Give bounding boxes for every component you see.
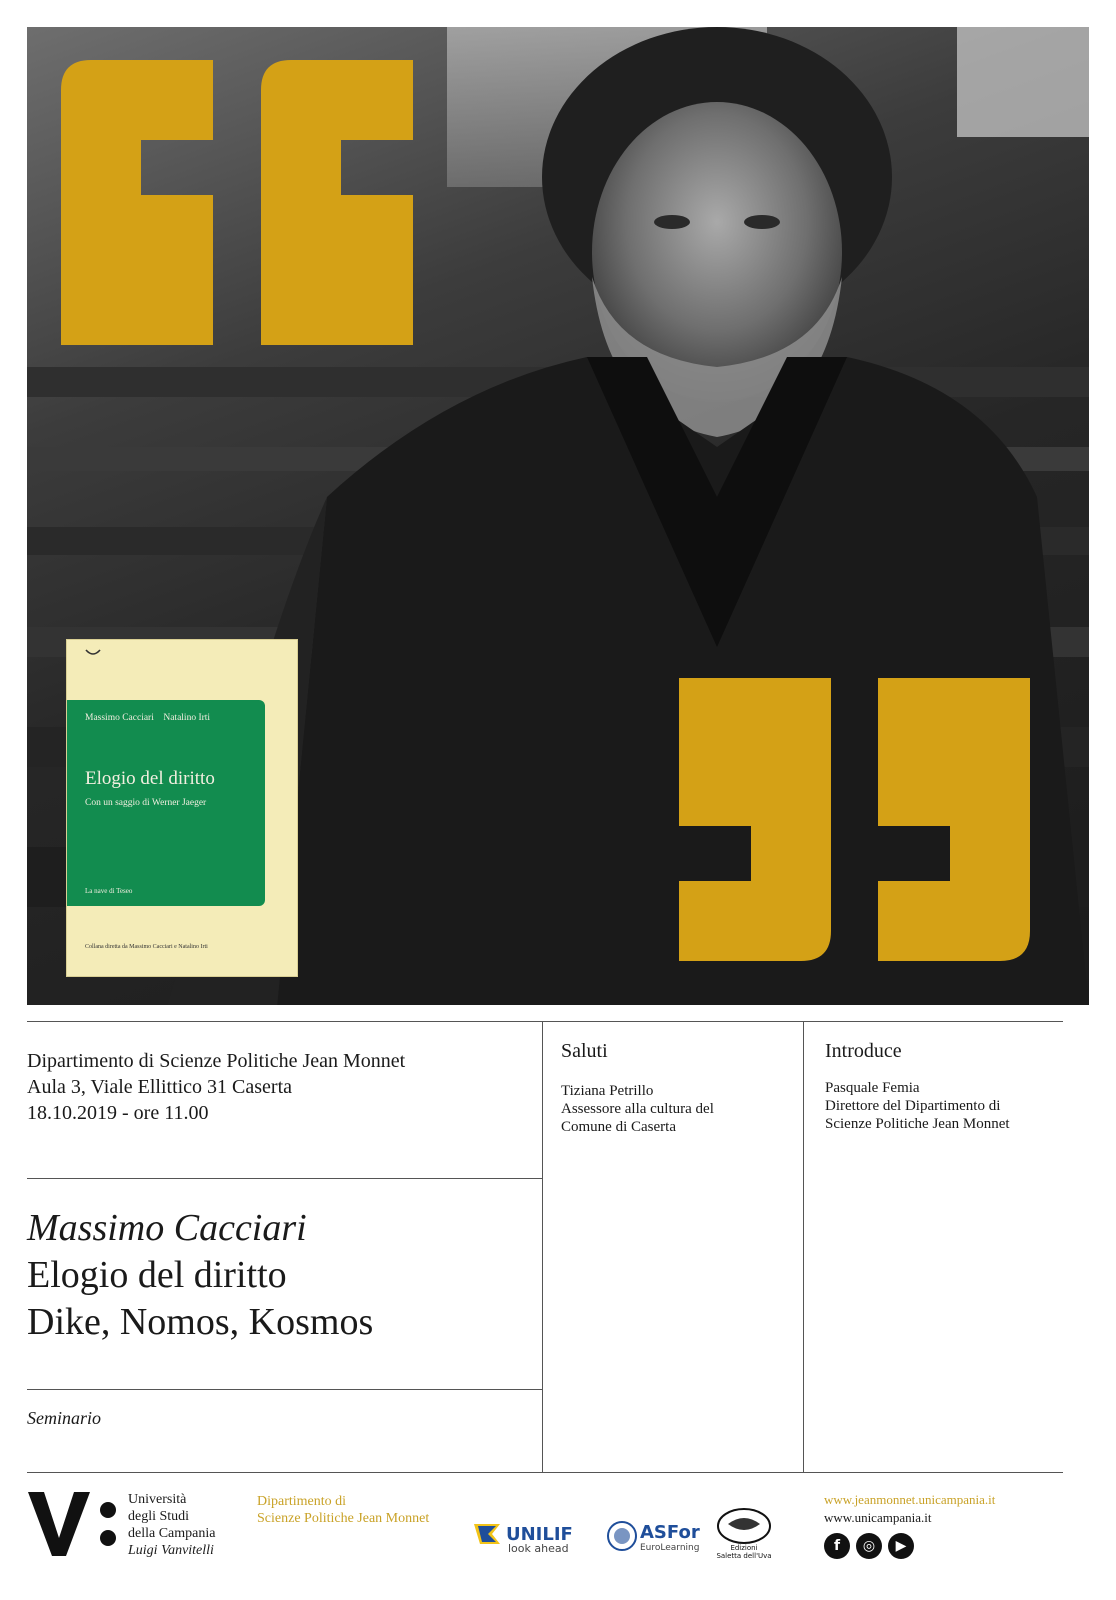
unilif-name: UNILIF <box>506 1524 573 1545</box>
divider-col2 <box>803 1021 804 1472</box>
saluti-role-line2: Comune di Caserta <box>561 1119 676 1135</box>
saluti-details <box>561 1082 714 1136</box>
saletta-line1: Edizioni <box>730 1544 758 1552</box>
book-cover <box>67 640 297 976</box>
introduce-role-line1: Direttore del Dipartimento di <box>825 1098 1001 1114</box>
university-name <box>128 1491 215 1559</box>
divider-lower <box>27 1389 542 1390</box>
venue-department: Dipartimento di Scienze Politiche Jean Monnet <box>27 1050 406 1072</box>
introduce-heading: Introduce <box>825 1040 902 1062</box>
book-series: La nave di Teseo <box>85 887 133 895</box>
university-logo-icon <box>28 1492 120 1556</box>
introduce-name: Pasquale Femia <box>825 1080 920 1096</box>
asfor-logo <box>606 1520 706 1556</box>
divider-col1 <box>542 1021 543 1472</box>
saluti-heading: Saluti <box>561 1040 608 1062</box>
speaker-name: Massimo Cacciari <box>27 1207 307 1249</box>
introduce-role-line2: Scienze Politiche Jean Monnet <box>825 1116 1010 1132</box>
book-footer: Collana diretta da Massimo Cacciari e Natalino Irti <box>85 944 208 950</box>
saluti-name: Tiziana Petrillo <box>561 1083 654 1099</box>
venue-address: Aula 3, Viale Ellittico 31 Caserta <box>27 1076 293 1098</box>
close-quote-mark <box>679 678 1032 961</box>
asfor-name: ASFor <box>640 1522 700 1543</box>
website-unicampania-link[interactable]: www.unicampania.it <box>824 1510 932 1525</box>
book-authors: Massimo Cacciari Natalino Irti <box>85 713 211 723</box>
unilif-logo <box>474 1522 586 1554</box>
book-subtitle: Con un saggio di Werner Jaeger <box>85 798 207 808</box>
venue-info <box>27 1048 405 1126</box>
event-subtitle: Dike, Nomos, Kosmos <box>27 1301 374 1343</box>
facebook-icon[interactable]: f <box>824 1533 850 1559</box>
website-jeanmonnet-link[interactable]: www.jeanmonnet.unicampania.it <box>824 1492 996 1507</box>
asfor-tagline: EuroLearning <box>640 1543 700 1553</box>
youtube-icon[interactable]: ▶ <box>888 1533 914 1559</box>
introduce-details <box>825 1079 1010 1133</box>
event-type: Seminario <box>27 1408 101 1428</box>
saletta-logo <box>714 1508 774 1560</box>
divider-mid <box>27 1178 542 1179</box>
department-name <box>257 1493 429 1527</box>
divider-bottom <box>27 1472 1063 1473</box>
unilif-tagline: look ahead <box>508 1542 569 1554</box>
university-line3: della Campania <box>128 1526 216 1541</box>
university-line4: Luigi Vanvitelli <box>128 1543 214 1558</box>
book-cover-panel <box>67 700 265 906</box>
event-title: Elogio del diritto <box>27 1254 287 1296</box>
divider-top <box>27 1021 1063 1022</box>
saletta-line2: Saletta dell'Uva <box>716 1552 772 1560</box>
university-line1: Università <box>128 1492 187 1507</box>
university-line2: degli Studi <box>128 1509 190 1524</box>
saluti-role-line1: Assessore alla cultura del <box>561 1101 714 1117</box>
book-title: Elogio del diritto <box>85 768 215 789</box>
publisher-mark-icon <box>85 648 101 658</box>
venue-datetime: 18.10.2019 - ore 11.00 <box>27 1102 209 1124</box>
department-line2: Scienze Politiche Jean Monnet <box>257 1511 430 1526</box>
department-line1: Dipartimento di <box>257 1494 347 1509</box>
instagram-icon[interactable]: ◎ <box>856 1533 882 1559</box>
open-quote-mark <box>61 60 417 345</box>
